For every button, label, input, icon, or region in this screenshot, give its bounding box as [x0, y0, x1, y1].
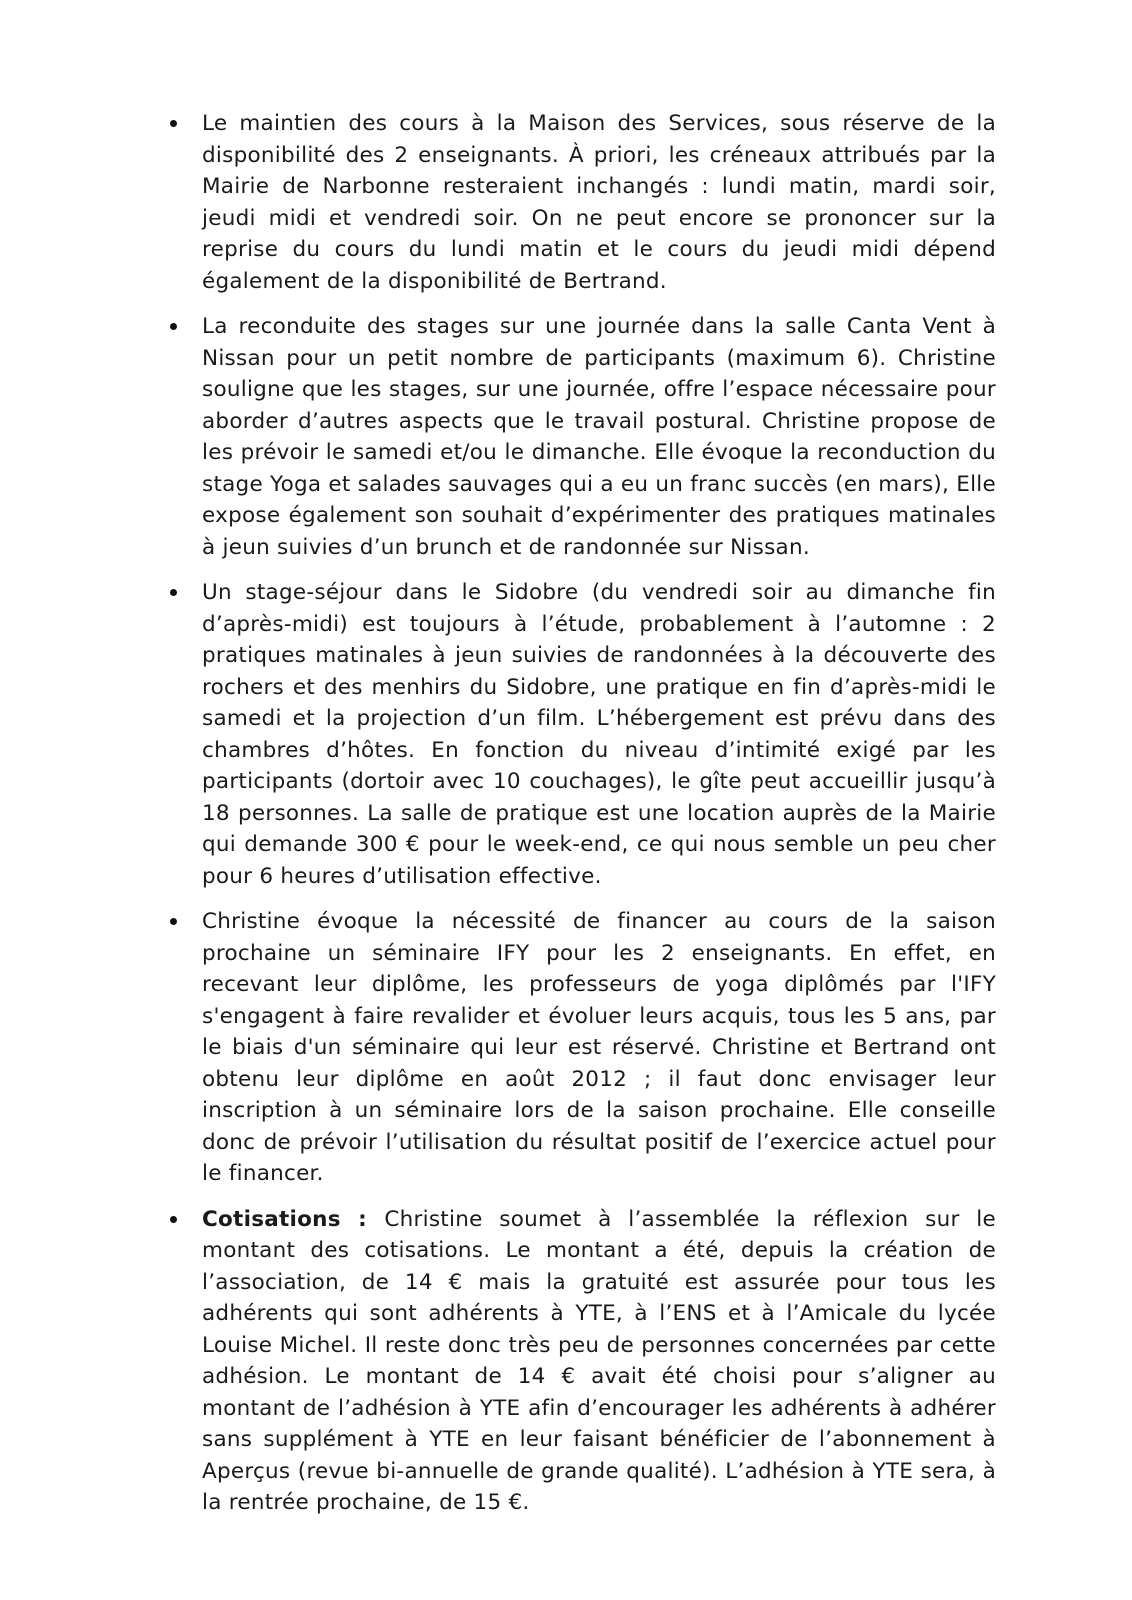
- paragraph-lead: Cotisations :: [202, 1206, 385, 1232]
- paragraph-text: Christine soumet à l’assemblée la réflexion sur le montant des cotisations. Le montant a été, depuis la création de l’association, de 14 € mais la gratuité est assurée pour tous les adhérents qui sont adhérents à YTE, à l’ENS et à l’Amicale du lycée Louise Michel. Il reste donc très peu de personnes concernées par cette adhésion. Le montant de 14 € avait été choisi pour s’aligner au montant de l’adhésion à YTE afin d’encourager les adhérents à adhérer sans supplément à YTE en leur faisant bénéficier de l’abonnement à Aperçus (revue bi-annuelle de grande qualité). L’adhésion à YTE sera, à la rentrée prochaine, de 15 €.: [202, 1206, 997, 1515]
- bullet-icon: [170, 1216, 177, 1223]
- list-item: [168, 1204, 996, 1519]
- bullet-list: [168, 108, 996, 1533]
- paragraph-text: Un stage-séjour dans le Sidobre (du vendredi soir au dimanche fin d’après-midi) est toujours à l’étude, probablement à l’automne : 2 pratiques matinales à jeun suivies de randonnées à la découverte des rochers et des menhirs du Sidobre, une pratique en fin d’après-midi le samedi et la projection d’un film. L’hébergement est prévu dans des chambres d’hôtes. En fonction du niveau d’intimité exigé par les participants (dortoir avec 10 couchages), le gîte peut accueillir jusqu’à 18 personnes. La salle de pratique est une location auprès de la Mairie qui demande 300 € pour le week-end, ce qui nous semble un peu cher pour 6 heures d’utilisation effective.: [202, 580, 996, 889]
- bullet-icon: [170, 323, 177, 330]
- list-item: [168, 577, 996, 892]
- list-item: [168, 311, 996, 563]
- list-item: [168, 108, 996, 297]
- paragraph-text: Christine évoque la nécessité de financer au cours de la saison prochaine un séminaire IFY pour les 2 enseignants. En effet, en recevant leur diplôme, les professeurs de yoga diplômés par l'IFY s'engagent à faire revalider et évoluer leurs acquis, tous les 5 ans, par le biais d'un séminaire qui leur est réservé. Christine et Bertrand ont obtenu leur diplôme en août 2012 ; il faut donc envisager leur inscription à un séminaire lors de la saison prochaine. Elle conseille donc de prévoir l’utilisation du résultat positif de l’exercice actuel pour le financer.: [202, 909, 996, 1186]
- bullet-icon: [170, 918, 177, 925]
- bullet-icon: [170, 120, 177, 127]
- bullet-icon: [170, 589, 177, 596]
- list-item: [168, 906, 996, 1190]
- paragraph-text: Le maintien des cours à la Maison des Services, sous réserve de la disponibilité des 2 enseignants. À priori, les créneaux attribués par la Mairie de Narbonne resteraient inchangés : lundi matin, mardi soir, jeudi midi et vendredi soir. On ne peut encore se prononcer sur la reprise du cours du lundi matin et le cours du jeudi midi dépend également de la disponibilité de Bertrand.: [202, 111, 996, 294]
- paragraph-text: La reconduite des stages sur une journée dans la salle Canta Vent à Nissan pour un petit nombre de participants (maximum 6). Christine souligne que les stages, sur une journée, offre l’espace nécessaire pour aborder d’autres aspects que le travail postural. Christine propose de les prévoir le samedi et/ou le dimanche. Elle évoque la reconduction du stage Yoga et salades sauvages qui a eu un franc succès (en mars), Elle expose également son souhait d’expérimenter des pratiques matinales à jeun suivies d’un brunch et de randonnée sur Nissan.: [202, 314, 996, 560]
